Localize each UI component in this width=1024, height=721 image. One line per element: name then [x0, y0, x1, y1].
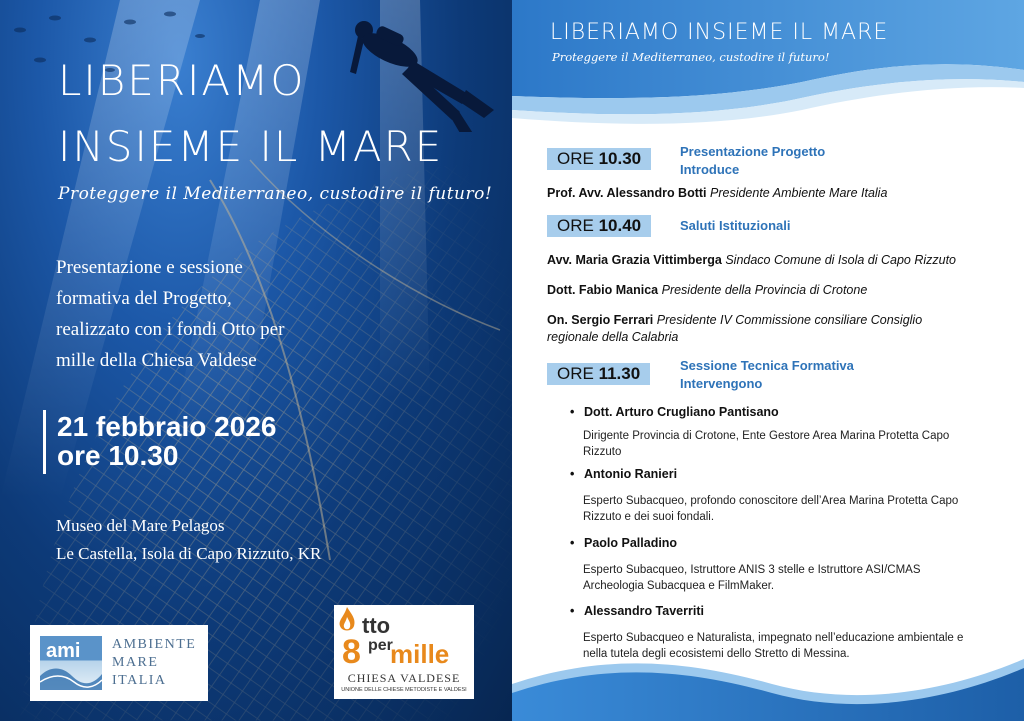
venue-name: Museo del Mare Pelagos — [56, 516, 225, 535]
speaker-line — [547, 312, 967, 346]
title-line-1: LIBERIAMO — [58, 56, 306, 105]
participant-name: • Antonio Ranieri — [570, 467, 677, 481]
description-line: formativa del Progetto, — [56, 288, 232, 309]
flame-icon — [338, 607, 356, 633]
description-line: Presentazione e sessione — [56, 257, 243, 278]
participant-name: • Paolo Palladino — [570, 536, 677, 550]
session-subtitle: Introduce — [680, 162, 740, 177]
ami-line: AMBIENTE — [112, 637, 197, 652]
speaker-role: Sindaco Comune di Isola di Capo Rizzuto — [725, 253, 957, 267]
session-title: Sessione Tecnica Formativa — [680, 358, 854, 373]
speaker-name: Prof. Avv. Alessandro Botti — [547, 186, 707, 200]
speaker-line — [547, 252, 987, 269]
time-prefix: ORE — [557, 216, 594, 235]
participant-name: • Alessandro Taverriti — [570, 604, 704, 618]
participant-desc: Esperto Subacqueo, Istruttore ANIS 3 stelle e Istruttore ASI/CMAS Archeologia Subacquea e FilmMaker. — [583, 564, 921, 592]
session-subtitle: Intervengono — [680, 376, 763, 391]
speaker-role: Presidente IV Commissione consiliare Consiglio regionale della Calabria — [547, 313, 923, 344]
ami-logo-text — [112, 636, 196, 690]
header-title: LIBERIAMO INSIEME IL MARE — [550, 20, 889, 45]
event-venue — [56, 512, 321, 568]
otto-word: tto — [362, 613, 391, 638]
speaker-name: On. Sergio Ferrari — [547, 313, 654, 327]
ambiente-mare-italia-logo — [30, 625, 208, 701]
speaker-line — [547, 185, 987, 202]
speaker-role: Presidente Ambiente Mare Italia — [710, 186, 888, 200]
event-description — [56, 252, 356, 376]
header-subtitle: Proteggere il Mediterraneo, custodire il futuro! — [552, 50, 830, 64]
title-line-2: INSIEME IL MARE — [58, 122, 444, 171]
per-word: per — [368, 637, 393, 654]
session-heading-3 — [680, 357, 854, 393]
event-date: 21 febbraio 2026 — [57, 411, 277, 442]
venue-address: Le Castella, Isola di Capo Rizzuto, KR — [56, 544, 322, 563]
poster-title — [58, 48, 488, 180]
speaker-line — [547, 282, 987, 299]
poster-right-panel — [512, 0, 1024, 721]
time-prefix: ORE — [557, 364, 594, 383]
speaker-name: Dott. Fabio Manica — [547, 283, 659, 297]
time-value: 10.30 — [598, 149, 642, 168]
session-title: Presentazione Progetto — [680, 144, 826, 159]
ami-line: ITALIA — [112, 673, 167, 688]
session-heading-2: Saluti Istituzionali — [680, 218, 791, 233]
union-label: UNIONE DELLE CHIESE METODISTE E VALDESI — [341, 687, 467, 693]
wave-icon — [40, 662, 102, 690]
participant-name: • Dott. Arturo Crugliano Pantisano — [570, 405, 779, 419]
mille-word: mille — [390, 639, 450, 669]
participant-desc: Esperto Subacqueo e Naturalista, impegnato nell’educazione ambientale e nella tutela degli ecosistemi dello Stretto di Messina. — [583, 632, 964, 660]
speaker-role: Presidente della Provincia di Crotone — [661, 283, 868, 297]
speaker-name: Avv. Maria Grazia Vittimberga — [547, 253, 722, 267]
poster-subtitle: Proteggere il Mediterraneo, custodire il futuro! — [58, 184, 493, 204]
time-prefix: ORE — [557, 149, 594, 168]
description-line: realizzato con i fondi Otto per — [56, 319, 285, 340]
time-badge-1030 — [547, 148, 651, 170]
time-value: 10.40 — [598, 216, 642, 235]
otto-per-mille-logo — [334, 605, 474, 699]
ami-logo-mark — [40, 636, 102, 690]
time-value: 11.30 — [598, 364, 641, 383]
chiesa-valdese-label: CHIESA VALDESE — [347, 671, 461, 685]
date-divider — [43, 410, 46, 474]
event-date-block — [57, 412, 276, 470]
time-badge-1130 — [547, 363, 650, 385]
event-time: ore 10.30 — [57, 440, 179, 471]
time-badge-1040 — [547, 215, 651, 237]
description-line: mille della Chiesa Valdese — [56, 350, 257, 371]
otto-number: 8 — [342, 633, 361, 671]
ami-line: MARE — [112, 655, 159, 670]
participant-desc: Dirigente Provincia di Crotone, Ente Gestore Area Marina Protetta Capo Rizzuto — [583, 430, 950, 458]
session-heading-1 — [680, 143, 825, 179]
participant-desc: Esperto Subacqueo, profondo conoscitore dell’Area Marina Protetta Capo Rizzuto e dei suoi fondali. — [583, 495, 959, 523]
ami-logo-letters: ami — [46, 640, 81, 662]
